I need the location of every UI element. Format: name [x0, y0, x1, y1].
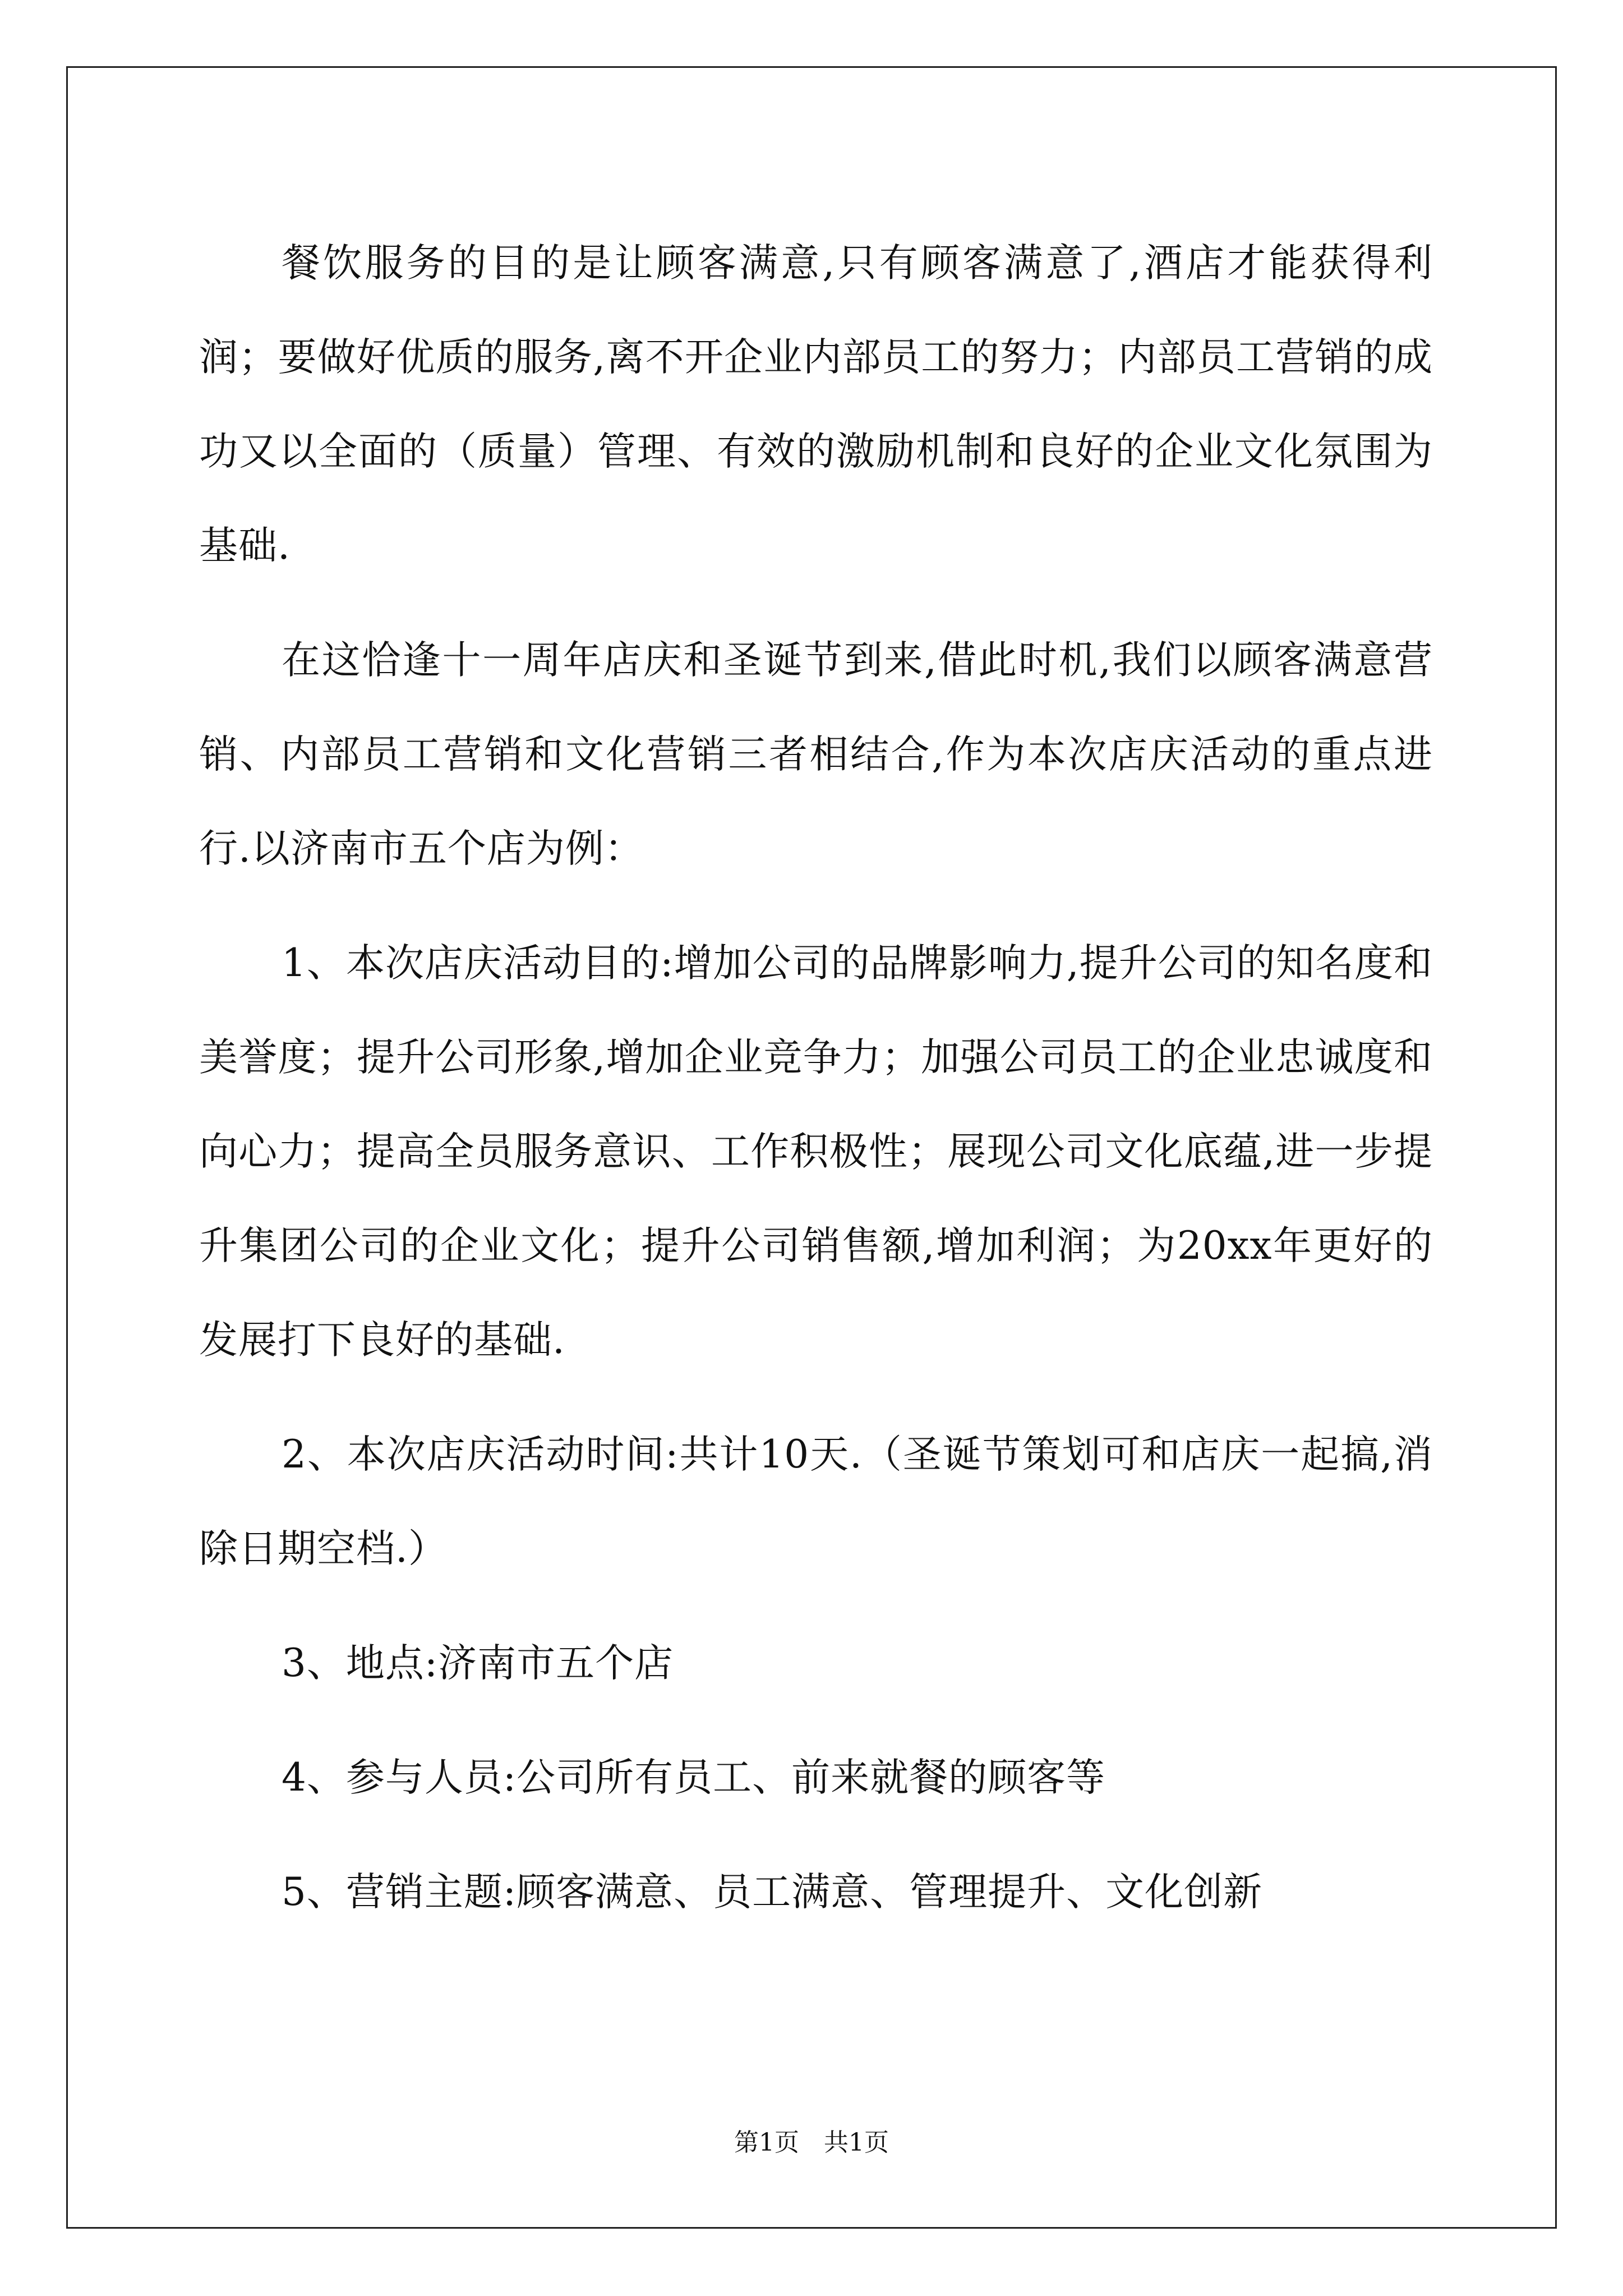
paragraph-location: 3、地点:济南市五个店 — [282, 1641, 674, 1686]
paragraph-participants: 4、参与人员:公司所有员工、前来就餐的顾客等 — [282, 1755, 1106, 1800]
paragraph-theme: 5、营销主题:顾客满意、员工满意、管理提升、文化创新 — [282, 1870, 1263, 1915]
paragraph-intro: 餐饮服务的目的是让顾客满意,只有顾客满意了,酒店才能获得利润；要做好优质的服务,离不开企业内部员工的努力；内部员工营销的成功又以全面的（质量）管理、有效的激励机制和良好的企业文化氛围为基础. — [199, 241, 1433, 568]
page-number: 第1页 共1页 — [734, 2128, 889, 2157]
paragraph-purpose: 1、本次店庆活动目的:增加公司的品牌影响力,提升公司的知名度和美誉度；提升公司形象,增加企业竞争力；加强公司员工的企业忠诚度和向心力；提高全员服务意识、工作积极性；展现公司文化底蕴,进一步提升集团公司的企业文化；提升公司销售额,增加利润；为20xx年更好的发展打下良好的基础. — [199, 941, 1433, 1363]
paragraph-occasion: 在这恰逢十一周年店庆和圣诞节到来,借此时机,我们以顾客满意营销、内部员工营销和文化营销三者相结合,作为本次店庆活动的重点进行.以济南市五个店为例： — [199, 638, 1433, 871]
document-body — [199, 216, 1433, 1959]
paragraph-time: 2、本次店庆活动时间:共计10天.（圣诞节策划可和店庆一起搞,消除日期空档.） — [199, 1432, 1433, 1571]
